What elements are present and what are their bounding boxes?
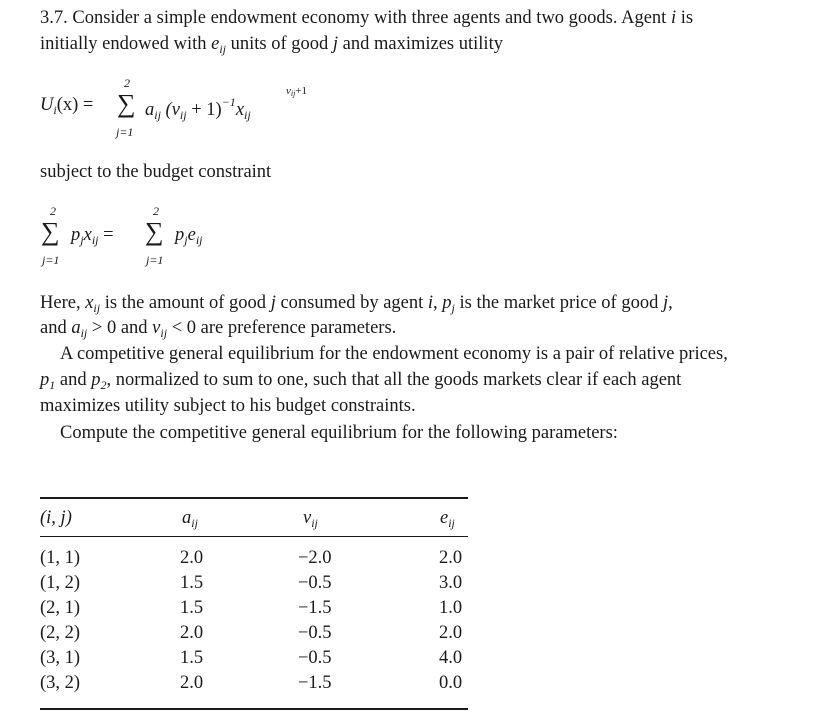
j-symbol: j [662,293,669,313]
sum-top: 2 [124,76,130,90]
cell-e: 2.0 [439,548,463,568]
budget-sum1-top: 2 [50,204,56,218]
p-sub: j [80,233,84,247]
cell-ij: (2, 2) [40,623,81,643]
comma: , [433,293,438,313]
text: > 0 and [91,318,148,338]
p-sub: j [451,301,455,315]
para3-line3: maximizes utility subject to his budget constraints. [40,396,416,416]
budget-sum2-top: 2 [153,204,159,218]
p-symbol: p [71,225,81,245]
header-a-symbol: a [182,508,192,528]
cell-e: 3.0 [439,573,463,593]
budget-rhs [175,225,202,248]
header-v-symbol: v [303,508,312,528]
exp-v: v [286,85,291,97]
cell-ij: (2, 1) [40,598,81,618]
header-v-sub: ij [311,516,318,530]
text: is the market price of good [459,293,659,313]
cell-a: 1.5 [180,573,204,593]
para1-line2 [40,316,396,345]
a-symbol: a [71,318,81,338]
utility-lhs [40,95,93,118]
a-sub: ij [80,326,88,340]
cell-ij: (1, 2) [40,573,81,593]
var-e-sub: ij [219,42,226,56]
x-symbol: x [85,293,94,313]
cell-a: 2.0 [180,623,204,643]
cell-e: 4.0 [439,648,463,668]
p-symbol: p [91,370,101,390]
cell-ij: (3, 1) [40,648,81,668]
i-symbol: i [427,293,434,313]
problem-intro-line1 [40,6,693,30]
table-bottom-rule [40,708,468,710]
para3-line1: A competitive general equilibrium for the endowment economy is a pair of relative prices, [60,344,728,364]
p1-sub: 1 [49,378,56,392]
x-exponent [286,85,307,98]
a-symbol: a [145,100,155,120]
header-e-symbol: e [440,508,449,528]
U-symbol: U [40,95,54,115]
cell-v: −0.5 [298,573,332,593]
table-header-e [440,508,455,531]
table-header-a [182,508,198,531]
budget-lhs [71,225,114,248]
header-a-sub: ij [191,516,198,530]
v-sub: ij [179,108,187,122]
utility-rhs [145,95,251,123]
var-e: e [211,34,220,54]
text: is the amount of good [104,293,267,313]
comma: , [668,293,673,313]
v-symbol: v [152,318,161,338]
summation-icon: ∑ [41,217,60,246]
table-header-ij: (i, j) [40,508,72,528]
equals-sign: = [103,225,114,245]
cell-a: 2.0 [180,548,204,568]
budget-intro: subject to the budget constraint [40,162,272,182]
p-symbol: p [175,225,185,245]
intro2-text-a: initially endowed with [40,34,207,54]
summation-icon: ∑ [117,89,136,118]
cell-ij: (1, 1) [40,548,81,568]
text: Here, [40,293,81,313]
x-symbol: x [235,100,245,120]
para3-line2 [40,368,681,397]
problem-number: 3.7. [40,8,68,28]
cell-a: 1.5 [180,598,204,618]
table-top-rule [40,497,468,499]
intro2-text-b: units of good [230,34,329,54]
cell-v: −0.5 [298,623,332,643]
p-sub: j [184,233,188,247]
cell-v: −2.0 [298,548,332,568]
e-symbol: e [187,225,196,245]
U-sub: i [53,103,57,117]
neg-one-exp: −1 [221,95,236,109]
table-header-rule [40,536,468,537]
plus-one: + 1) [191,100,222,120]
x-symbol: x [83,225,92,245]
cell-v: −0.5 [298,648,332,668]
e-sub: ij [195,233,203,247]
text: consumed by agent [280,293,424,313]
cell-v: −1.5 [298,598,332,618]
intro-text: Consider a simple endowment economy with three agents and two goods. Agent [72,8,667,28]
text: < 0 are preference parameters. [171,318,397,338]
var-j: j [332,34,339,54]
x-sub: ij [93,301,101,315]
intro2-text-c: and maximizes utility [342,34,503,54]
sum-bottom: j=1 [116,125,134,139]
cell-e: 2.0 [439,623,463,643]
budget-sum2-bottom: j=1 [146,253,164,267]
intro-text-end: is [680,8,694,28]
p-symbol: p [442,293,452,313]
U-arg: (x) = [56,95,94,115]
cell-ij: (3, 2) [40,673,81,693]
v-symbol: (v [165,100,180,120]
exp-plus-one: +1 [295,85,308,97]
var-i: i [670,8,677,28]
cell-a: 2.0 [180,673,204,693]
header-e-sub: ij [448,516,455,530]
problem-intro-line2 [40,32,503,61]
cell-e: 0.0 [439,673,463,693]
table-header-v [303,508,318,531]
p-symbol: p [40,370,50,390]
text: and [59,370,87,390]
cell-e: 1.0 [439,598,463,618]
text: , normalized to sum to one, such that all the goods markets clear if each agent [106,370,682,390]
p2-sub: 2 [100,378,107,392]
text: and [40,318,67,338]
j-symbol: j [270,293,276,313]
budget-sum1-bottom: j=1 [42,253,60,267]
v-sub: ij [160,326,168,340]
exp-v-sub: ij [290,89,296,98]
x-sub: ij [244,108,251,122]
para4: Compute the competitive general equilibrium for the following parameters: [60,423,618,443]
cell-v: −1.5 [298,673,332,693]
cell-a: 1.5 [180,648,204,668]
a-sub: ij [154,108,161,122]
summation-icon: ∑ [145,217,164,246]
x-sub: ij [91,233,99,247]
